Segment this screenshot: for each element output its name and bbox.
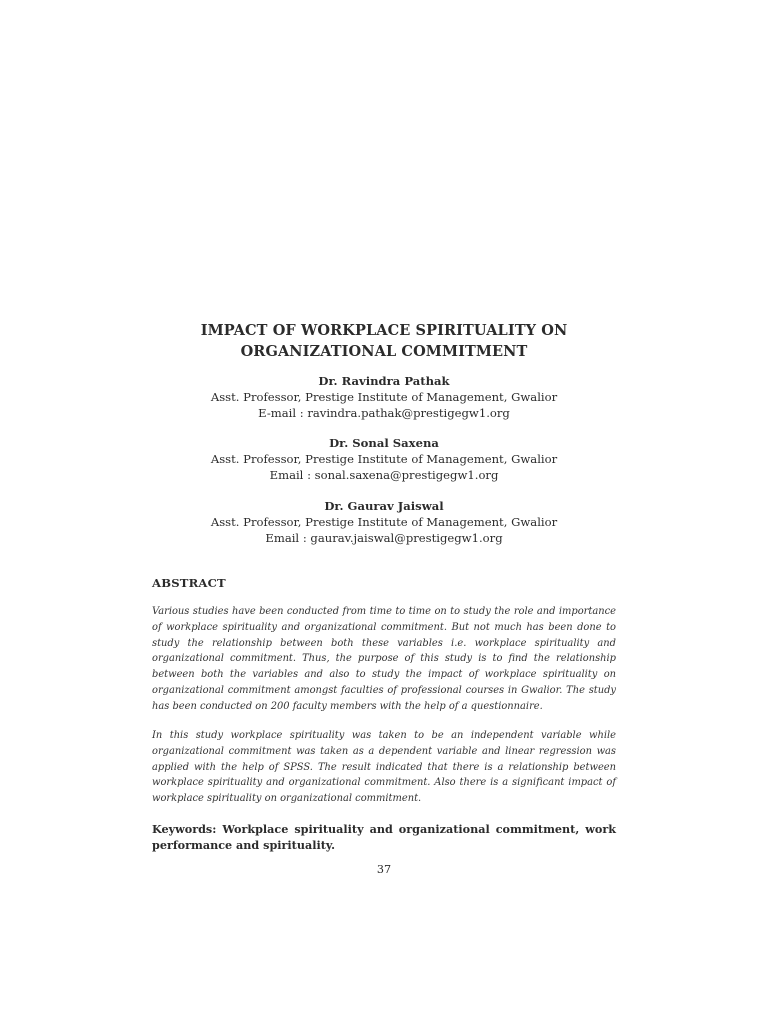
paper-title-line-2: ORGANIZATIONAL COMMITMENT (240, 343, 528, 360)
page-number: 37 (376, 863, 392, 876)
abstract-paragraph: In this study workplace spirituality was taken to be an independent variable while organizational commitment was taken as a dependent variable and linear regression was applied with the help of SPSS. The result indicated that there is a relationship between workplace spirituality and organizational commitment. Also there is a significant impact of workplace spirituality on organizational commitment. (152, 730, 616, 805)
abstract-paragraph: Various studies have been conducted from time to time on to study the role and importance of workplace spirituality and organizational commitment. But not much has been done to study the relationship between both these variables i.e. workplace spirituality and organizational commitment. Thus, the purpose of this study is to find the relationship between both the variables and also to study the impact of workplace spirituality on organizational commitment amongst faculties of professional courses in Gwalior. The study has been conducted on 200 faculty members with the help of a questionnaire. (152, 606, 616, 712)
author-affiliation: Asst. Professor, Prestige Institute of Management, Gwalior (210, 452, 558, 466)
author-block (152, 435, 616, 483)
author-email: Email : gaurav.jaiswal@prestigegw1.org (265, 531, 503, 545)
author-block (152, 498, 616, 546)
author-affiliation: Asst. Professor, Prestige Institute of Management, Gwalior (210, 515, 558, 529)
author-block (152, 373, 616, 421)
author-affiliation: Asst. Professor, Prestige Institute of Management, Gwalior (210, 390, 558, 404)
paper-title (152, 320, 616, 362)
author-name: Dr. Ravindra Pathak (318, 374, 450, 388)
author-email: E-mail : ravindra.pathak@prestigegw1.org (258, 406, 510, 420)
abstract-heading: ABSTRACT (152, 576, 226, 590)
keywords: Keywords: Workplace spirituality and organizational commitment, work performance and spirituality. (152, 822, 616, 852)
author-email: Email : sonal.saxena@prestigegw1.org (269, 468, 499, 482)
author-name: Dr. Sonal Saxena (329, 436, 439, 450)
author-name: Dr. Gaurav Jaiswal (324, 499, 444, 513)
paper-title-line-1: IMPACT OF WORKPLACE SPIRITUALITY ON (200, 322, 568, 339)
